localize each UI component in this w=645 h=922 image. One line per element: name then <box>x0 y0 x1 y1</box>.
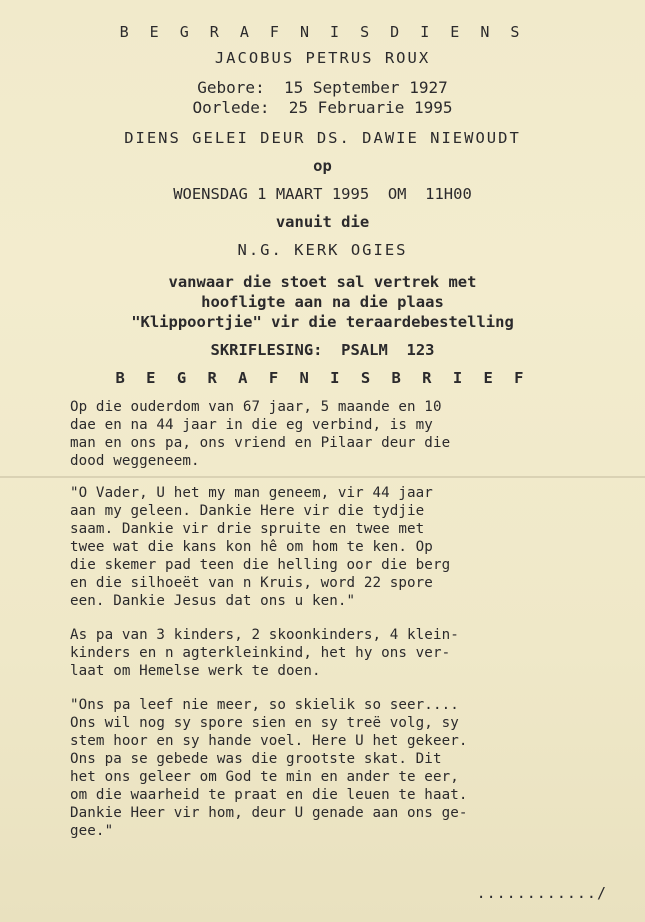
deceased-name: JACOBUS PETRUS ROUX <box>214 49 431 67</box>
service-title: B E G R A F N I S D I E N S <box>119 23 526 41</box>
procession-line-1: vanwaar die stoet sal vertrek met <box>168 273 477 291</box>
procession-line-2: hoofligte aan na die plaas <box>201 293 444 311</box>
letter-title: B E G R A F N I S B R I E F <box>115 369 530 387</box>
vanuit-text: vanuit die <box>275 213 370 231</box>
paragraph-2: "O Vader, U het my man geneem, vir 44 jaar aan my geleen. Dankie Here vir die tydjie saam. Dankie vir drie spruite en twee met twee wat die kans kon hê om hom te ken. Op die skemer pad teen die helling oor die berg en die silhoeët van n Kruis, word 22 spore een. Dankie Jesus dat ons u ken." <box>70 485 451 609</box>
scripture-reading: SKRIFLESING: PSALM 123 <box>210 341 435 359</box>
op-text: op <box>313 157 332 175</box>
church-name: N.G. KERK OGIES <box>237 241 408 259</box>
paper-fold-line <box>0 476 645 478</box>
death-date: Oorlede: 25 Februarie 1995 <box>192 98 453 117</box>
paragraph-3: As pa van 3 kinders, 2 skoonkinders, 4 klein- kinders en n agterkleinkind, het hy ons ver- laat om Hemelse werk te doen. <box>70 627 459 679</box>
continuation-mark: ............/ <box>476 884 607 902</box>
procession-line-3: "Klippoortjie" vir die teraardebestelling <box>131 313 514 331</box>
officiant: DIENS GELEI DEUR DS. DAWIE NIEWOUDT <box>124 129 521 147</box>
service-date: WOENSDAG 1 MAART 1995 OM 11H00 <box>173 185 472 203</box>
birth-date: Gebore: 15 September 1927 <box>197 78 448 97</box>
paragraph-1: Op die ouderdom van 67 jaar, 5 maande en 10 dae en na 44 jaar in die eg verbind, is my man en ons pa, ons vriend en Pilaar deur die dood weggeneem. <box>70 399 451 469</box>
paragraph-4: "Ons pa leef nie meer, so skielik so seer.... Ons wil nog sy spore sien en sy treë volg, sy stem hoor en sy hande voel. Here U het gekeer. Ons pa se gebede was die grootste skat. Dit het ons geleer om God te min en ander te eer, om die waarheid te praat en die leuen te haat. Dankie Heer vir hom, deur U genade aan ons ge- gee." <box>70 697 468 839</box>
